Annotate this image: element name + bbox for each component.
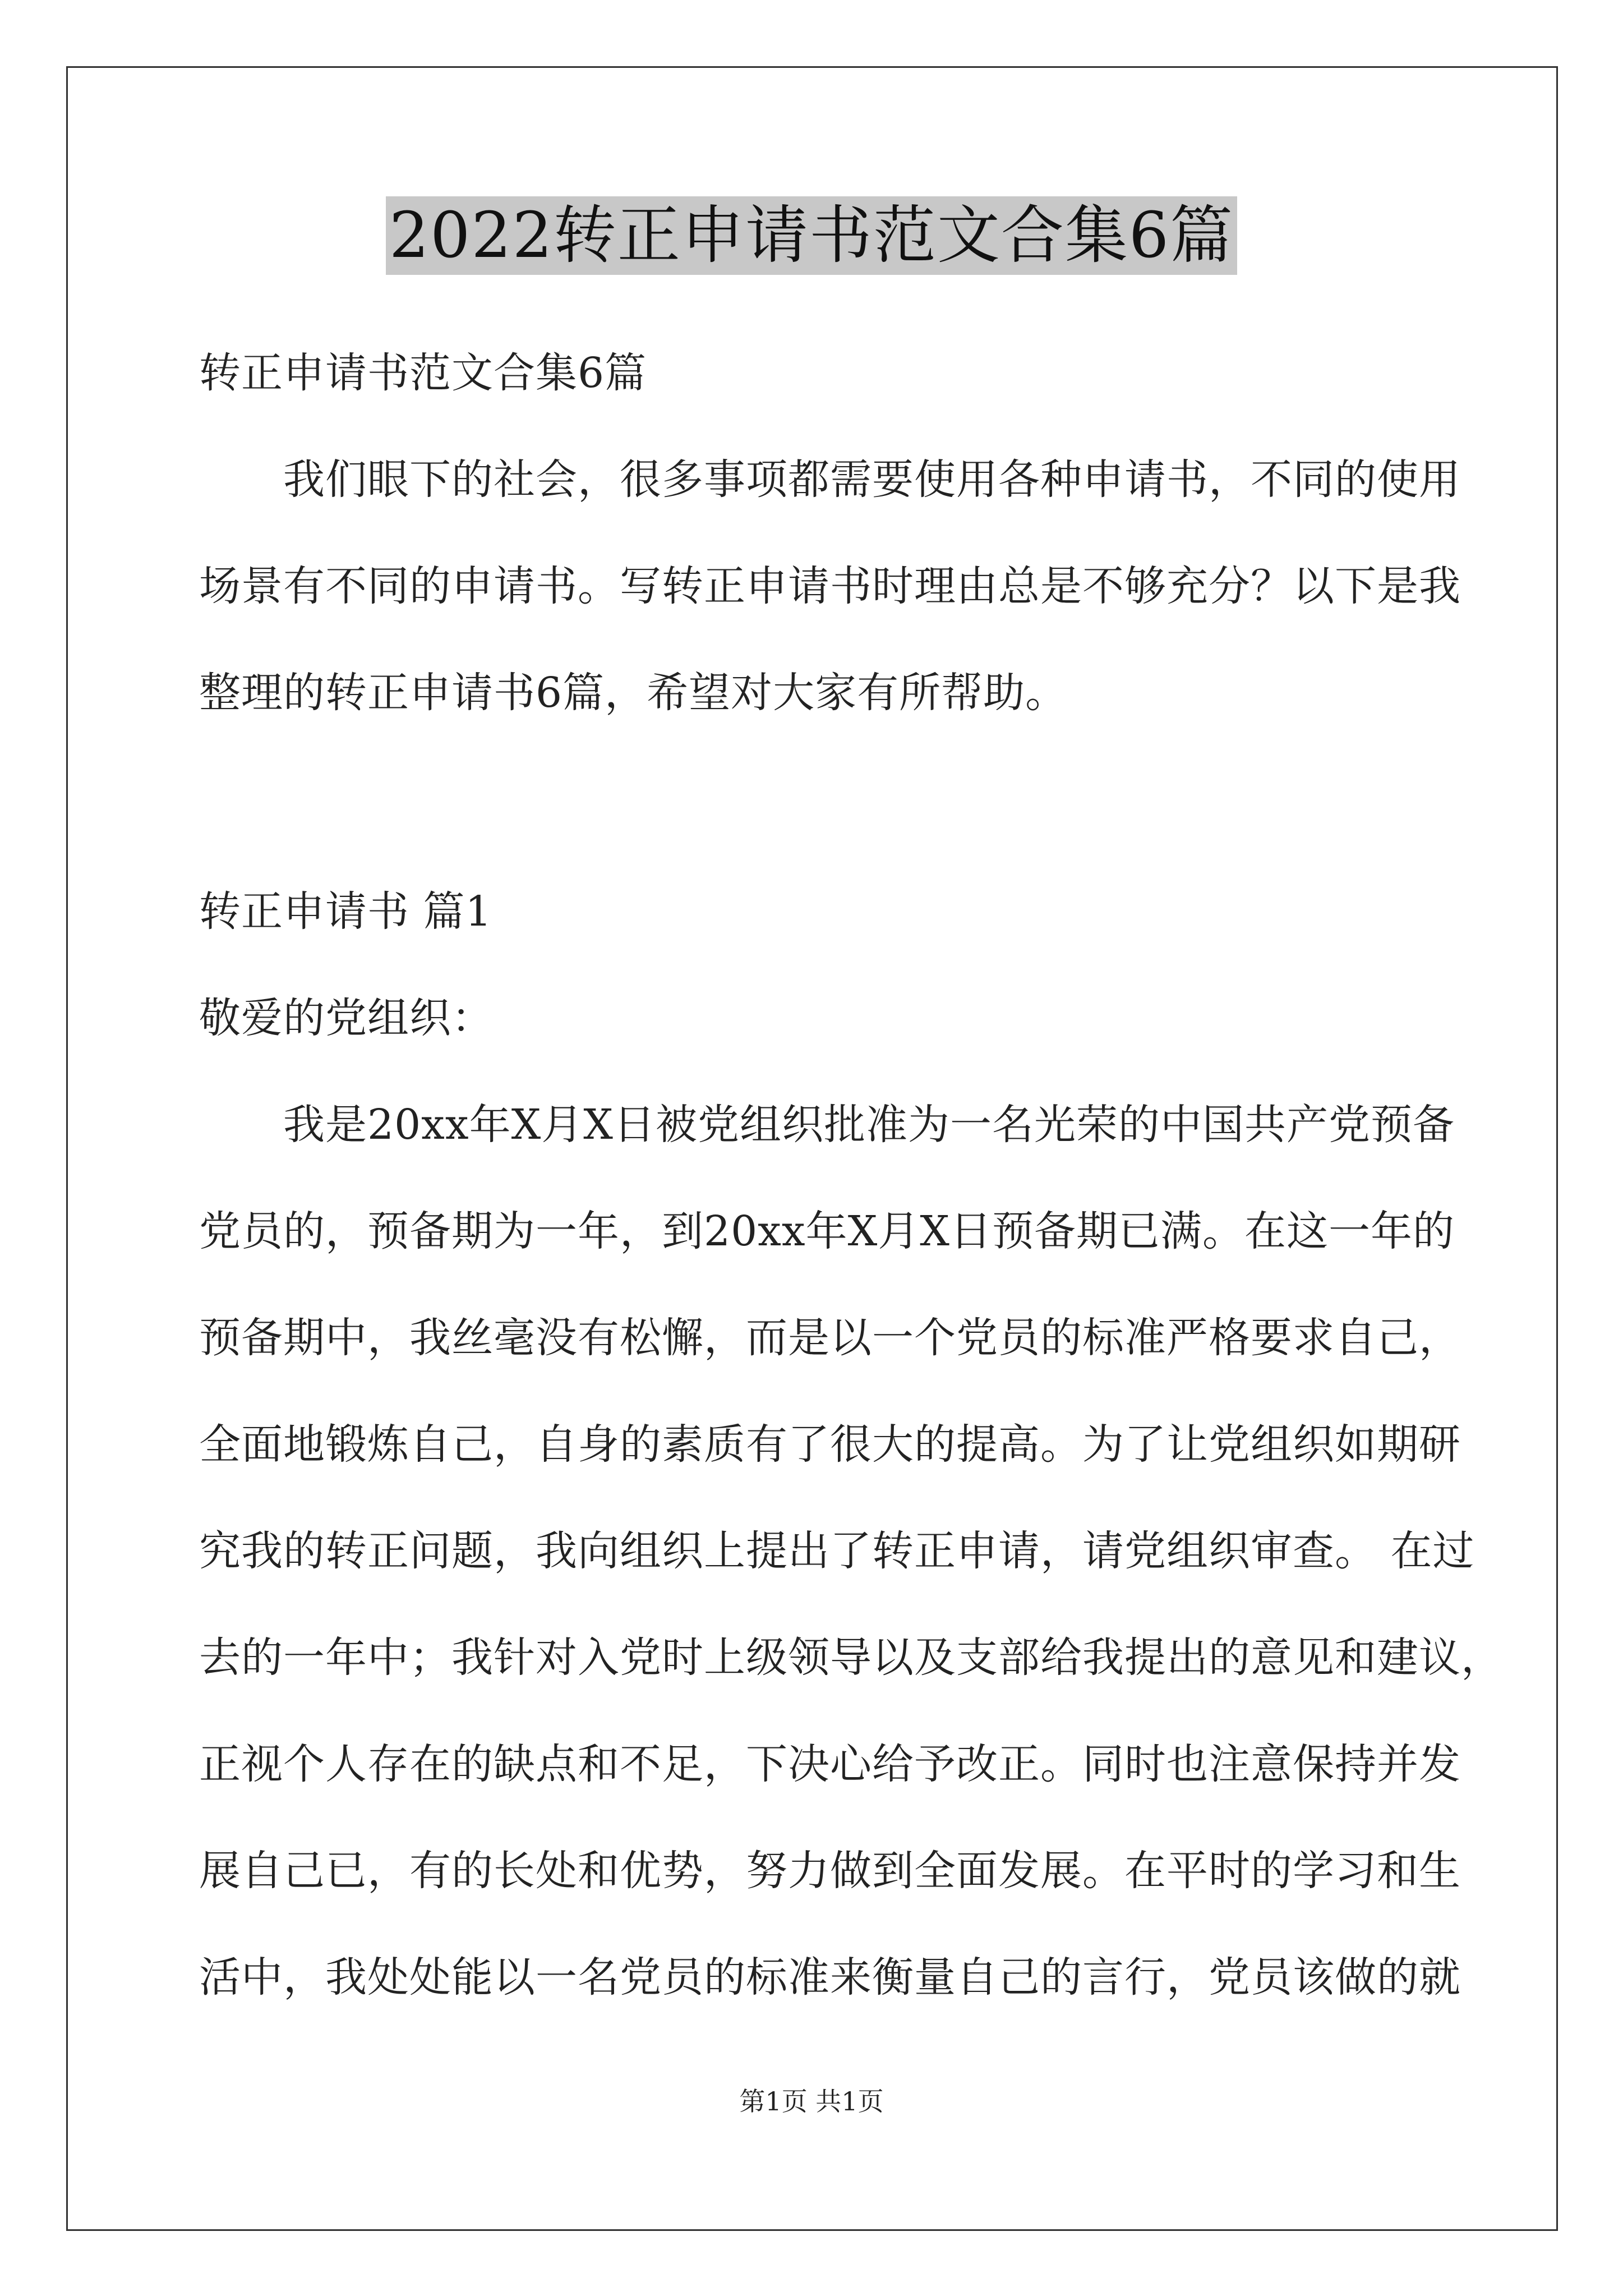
body-line: 全面地锻炼自己，自身的素质有了很大的提高。为了让党组织如期研 xyxy=(199,1420,1461,1469)
body-line: 去的一年中；我针对入党时上级领导以及支部给我提出的意见和建议， xyxy=(199,1634,1503,1682)
intro-line: 整理的转正申请书6篇，希望对大家有所帮助。 xyxy=(199,669,1068,717)
intro-line: 我们眼下的社会，很多事项都需要使用各种申请书，不同的使用 xyxy=(283,455,1461,504)
document-title: 2022转正申请书范文合集6篇 xyxy=(386,196,1237,275)
title-container xyxy=(0,196,1623,275)
body-line: 预备期中，我丝毫没有松懈，而是以一个党员的标准严格要求自己， xyxy=(199,1314,1461,1362)
salutation: 敬爱的党组织： xyxy=(199,994,494,1042)
body-line: 我是20xx年X月X日被党组织批准为一名光荣的中国共产党预备 xyxy=(283,1101,1455,1149)
body-line: 正视个人存在的缺点和不足，下决心给予改正。同时也注意保持并发 xyxy=(199,1740,1461,1788)
body-line: 活中，我处处能以一名党员的标准来衡量自己的言行，党员该做的就 xyxy=(199,1953,1461,2001)
intro-line: 场景有不同的申请书。写转正申请书时理由总是不够充分？以下是我 xyxy=(199,562,1461,610)
subtitle: 转正申请书范文合集6篇 xyxy=(199,349,647,397)
body-line: 党员的，预备期为一年，到20xx年X月X日预备期已满。在这一年的 xyxy=(199,1207,1455,1255)
page-footer: 第1页 共1页 xyxy=(739,2086,884,2116)
body-line: 展自己已，有的长处和优势，努力做到全面发展。在平时的学习和生 xyxy=(199,1847,1461,1895)
section-heading: 转正申请书 篇1 xyxy=(199,887,492,936)
body-line: 究我的转正问题，我向组织上提出了转正申请，请党组织审查。 在过 xyxy=(199,1527,1475,1575)
